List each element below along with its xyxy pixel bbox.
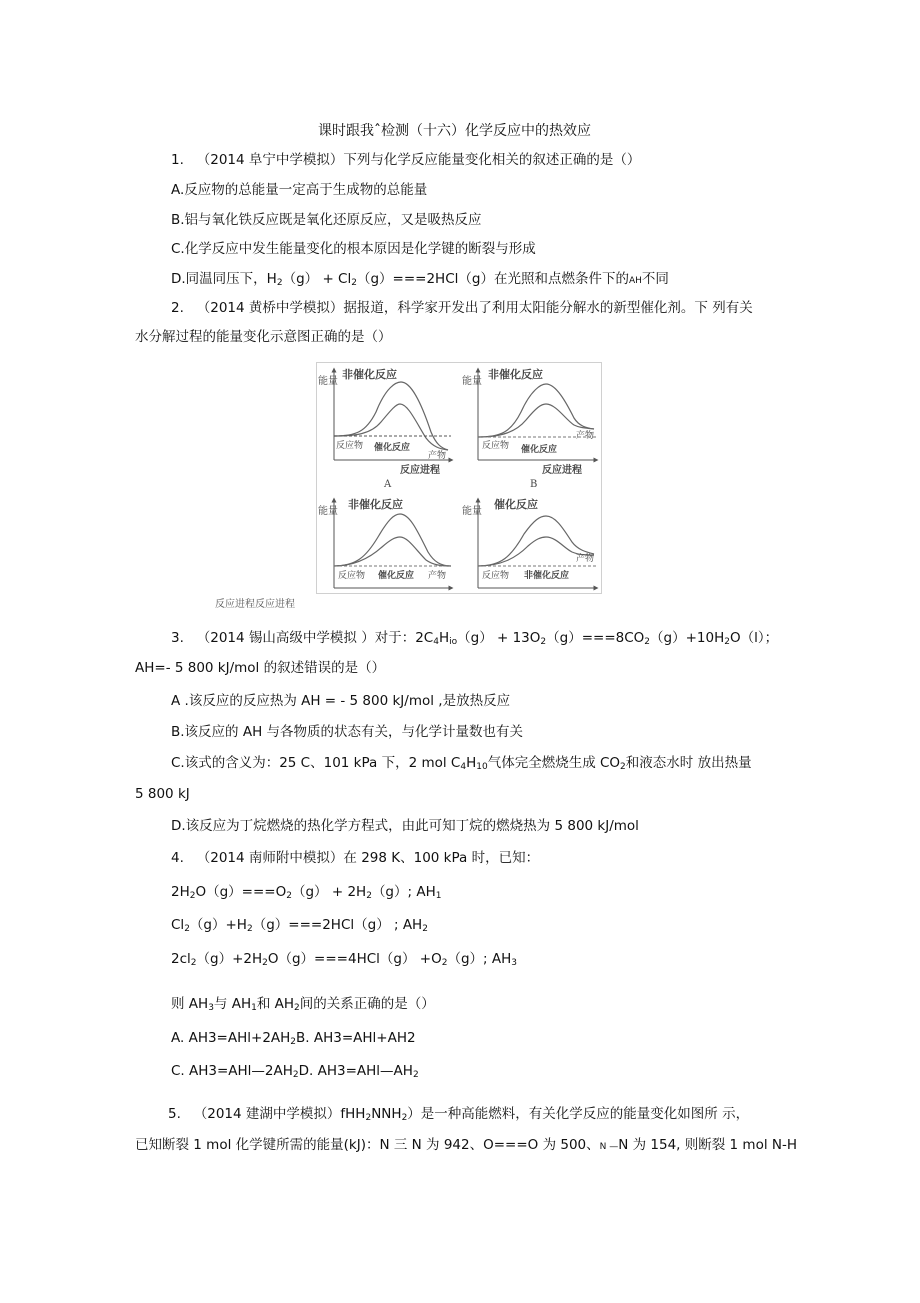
text: 不同 <box>641 271 669 287</box>
text: AH <box>628 276 642 286</box>
curve-label-top: 催化反应 <box>494 498 538 511</box>
text: （g）+10H <box>650 630 725 646</box>
figure-caption: 反应进程反应进程 <box>215 599 295 610</box>
text: D. AH3=AHl—AH <box>298 1063 413 1079</box>
text: A. AH3=AHl+2AH <box>171 1030 291 1046</box>
text: （g）; AH <box>371 884 436 900</box>
text: C. AH3=AHl—2AH <box>171 1063 293 1079</box>
text: 气体完全燃烧生成 CO <box>487 755 621 771</box>
text: O（g）===O <box>195 884 287 900</box>
y-axis-label: 能量 <box>318 376 338 387</box>
q3-stem-line2: AH=- 5 800 kJ/mol 的叙述错误的是（） <box>135 660 386 676</box>
text: Cl <box>171 917 185 933</box>
q4-equation-2 <box>171 916 428 934</box>
curve-label-low: 催化反应 <box>521 445 558 455</box>
text: N — <box>599 1142 619 1152</box>
subscript: 2 <box>401 1113 408 1123</box>
reactant-label: 反应物 <box>336 441 364 451</box>
panel-label: B <box>530 479 538 490</box>
text: 3. （2014 锡山高级中学模拟 ）对于：2C <box>171 630 434 646</box>
text: 和 AH <box>256 996 295 1012</box>
subscript: 2 <box>365 1113 372 1123</box>
text: （g） + 13O <box>457 630 541 646</box>
curve-label-top: 非催化反应 <box>488 368 543 381</box>
subscript: 2 <box>422 924 428 934</box>
curve-label-top: 非催化反应 <box>342 368 397 381</box>
text: 和液态水时 放出热量 <box>625 755 752 771</box>
text: 5. （2014 建湖中学模拟）fHH <box>168 1106 366 1122</box>
product-label: 产物 <box>428 571 447 581</box>
x-axis-label: 反应进程 <box>400 465 440 476</box>
subscript: 2 <box>276 278 283 288</box>
subscript: 4 <box>460 762 467 772</box>
text: H <box>466 755 477 771</box>
text: （g） + Cl <box>282 271 352 287</box>
subscript: 2 <box>190 958 197 968</box>
subscript: 2 <box>294 1003 300 1013</box>
text: 已知断裂 1 mol 化学键所需的能量(kJ)：N 三 N 为 942、O===O 为 500、 <box>135 1137 600 1153</box>
text: O（l）； <box>729 630 779 646</box>
text: （g）===2HCl（g）在光照和点燃条件下的 <box>356 271 629 287</box>
product-label: 产物 <box>428 451 447 461</box>
subscript: 2 <box>184 924 190 934</box>
subscript: 3 <box>208 1003 214 1013</box>
text: O（g）===4HCl（g） +O <box>267 951 442 967</box>
text: 2H <box>171 884 190 900</box>
text: （g）===2HCl（g） ; AH <box>252 917 423 933</box>
subscript: 2 <box>262 958 268 968</box>
text: N 为 154, 则断裂 1 mol N-H <box>618 1137 797 1153</box>
text: 间的关系正确的是（） <box>299 996 435 1012</box>
text: （g）+H <box>189 917 247 933</box>
q4-relation-question <box>171 995 435 1013</box>
text: 2cl <box>171 951 191 967</box>
subscript: 2 <box>286 891 292 901</box>
subscript: 2 <box>724 637 730 647</box>
subscript: 2 <box>540 637 547 647</box>
subscript: io <box>449 637 458 647</box>
product-label: 产物 <box>576 554 595 564</box>
panel-label: A <box>384 479 392 490</box>
curve-label-top: 非催化反应 <box>348 498 403 511</box>
text: ）是一种高能燃料，有关化学反应的能量变化如图所 示， <box>407 1106 750 1122</box>
subscript: 1 <box>435 891 442 901</box>
y-axis-label: 能量 <box>318 506 338 517</box>
q3-option-a: A .该反应的反应热为 AH = - 5 800 kJ/mol ,是放热反应 <box>171 693 511 709</box>
subscript: 2 <box>366 891 372 901</box>
q3-stem-line1 <box>171 629 778 647</box>
text: （g）===8CO <box>546 630 645 646</box>
energy-diagram-figure <box>316 362 602 594</box>
subscript: 2 <box>441 958 448 968</box>
q4-equation-1 <box>171 883 441 901</box>
text: 与 AH <box>213 996 252 1012</box>
q1-option-c: C.化学反应中发生能量变化的根本原因是化学键的断裂与形成 <box>171 241 536 257</box>
q3-option-c-line2: 5 800 kJ <box>135 786 190 802</box>
q4-equation-3 <box>171 950 517 968</box>
text: （g） + 2H <box>291 884 367 900</box>
subscript: 2 <box>644 637 651 647</box>
subscript: 2 <box>292 1070 299 1080</box>
energy-diagram-svg <box>316 362 602 594</box>
y-axis-label: 能量 <box>462 376 482 387</box>
text: C.该式的含义为：25 C、101 kPa 下，2 mol C <box>171 755 461 771</box>
q1-stem: 1. （2014 阜宁中学模拟）下列与化学反应能量变化相关的叙述正确的是（） <box>171 152 641 168</box>
reactant-label: 反应物 <box>338 571 366 581</box>
subscript: 2 <box>189 891 196 901</box>
subscript: 1 <box>251 1003 257 1013</box>
text: 则 AH <box>171 996 209 1012</box>
subscript: 2 <box>246 924 253 934</box>
product-label: 产物 <box>576 431 595 441</box>
curve-label-low: 非催化反应 <box>524 571 570 581</box>
q4-options-cd <box>171 1062 419 1080</box>
subscript: 2 <box>412 1070 419 1080</box>
reactant-label: 反应物 <box>482 571 510 581</box>
q3-option-b: B.该反应的 AH 与各物质的状态有关，与化学计量数也有关 <box>171 724 524 740</box>
text: （g）+2H <box>196 951 263 967</box>
subscript: 4 <box>433 637 439 647</box>
subscript: 3 <box>511 958 517 968</box>
page-title: 课时跟我ˆ检测（十六）化学反应中的热效应 <box>318 123 591 139</box>
q4-options-ab <box>171 1029 416 1047</box>
text: NNH <box>371 1106 402 1122</box>
q3-option-d: D.该反应为丁烷燃烧的热化学方程式，由此可知丁烷的燃烧热为 5 800 kJ/mol <box>171 818 639 834</box>
q2-stem-line1: 2. （2014 黄桥中学模拟）据报道，科学家开发出了利用太阳能分解水的新型催化剂。下 列有关 <box>171 300 753 316</box>
subscript: 2 <box>290 1037 297 1047</box>
q3-option-c-line1 <box>171 754 752 772</box>
curve-label-low: 催化反应 <box>378 571 415 581</box>
q1-option-d <box>171 270 669 290</box>
text: （g）; AH <box>447 951 512 967</box>
q5-stem-line1 <box>168 1105 749 1123</box>
reactant-label: 反应物 <box>482 441 510 451</box>
subscript: 10 <box>476 762 488 772</box>
text: B. AH3=AHl+AH2 <box>296 1030 416 1046</box>
q5-stem-line2 <box>135 1136 797 1156</box>
y-axis-label: 能量 <box>462 506 482 517</box>
curve-label-low: 催化反应 <box>374 443 411 453</box>
x-axis-label: 反应进程 <box>542 465 582 476</box>
q1-option-a: A.反应物的总能量一定高于生成物的总能量 <box>171 182 428 198</box>
subscript: 2 <box>351 278 357 288</box>
q4-stem: 4. （2014 南师附中模拟）在 298 K、100 kPa 时，已知： <box>171 850 540 866</box>
subscript: 2 <box>620 762 626 772</box>
text: H <box>438 630 450 646</box>
text: D.同温同压下，H <box>171 271 277 287</box>
q1-option-b: B.铝与氧化铁反应既是氧化还原反应，又是吸热反应 <box>171 212 482 228</box>
q2-stem-line2: 水分解过程的能量变化示意图正确的是（） <box>135 329 392 345</box>
